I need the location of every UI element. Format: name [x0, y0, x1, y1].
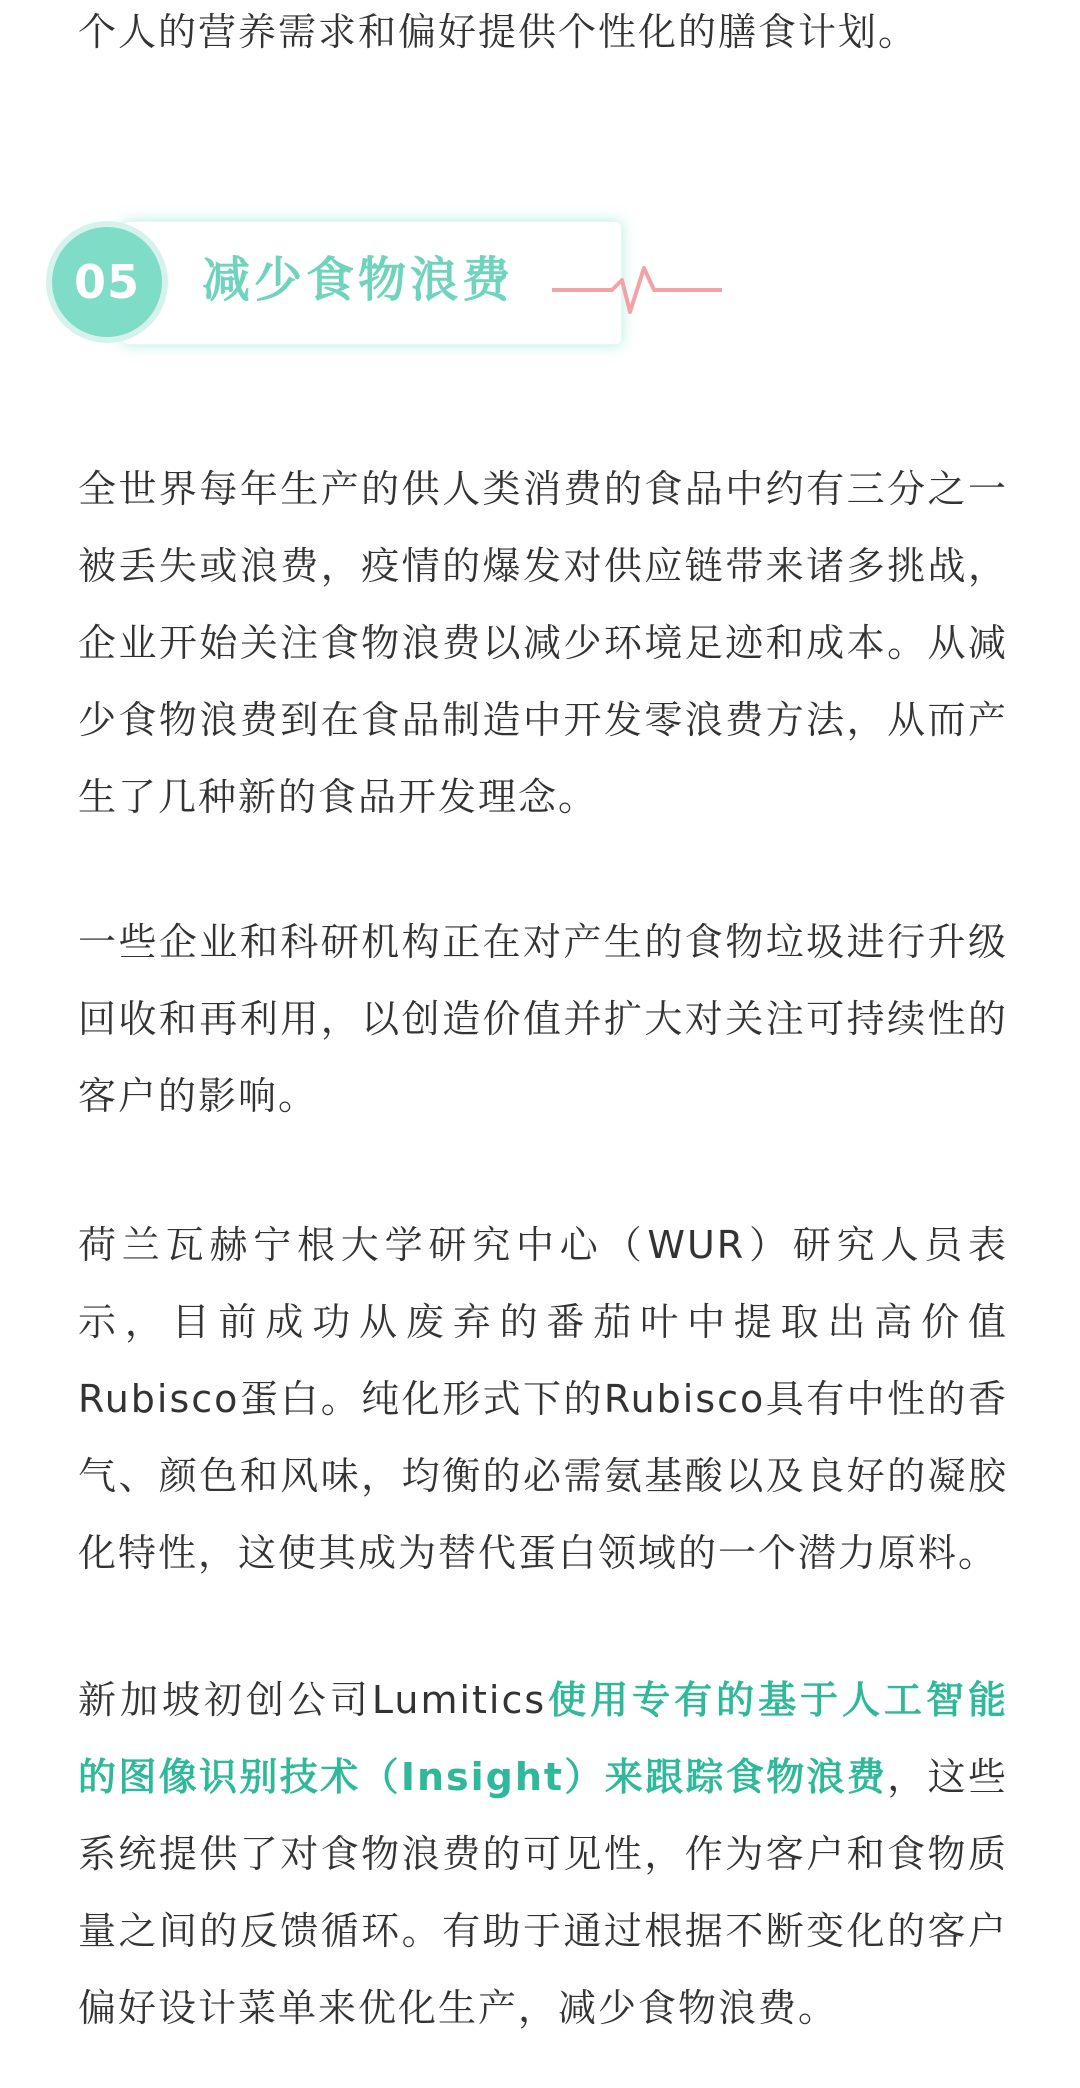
- paragraph-3: 荷兰瓦赫宁根大学研究中心（WUR）研究人员表示，目前成功从废弃的番茄叶中提取出高价值Rubisco蛋白。纯化形式下的Rubisco具有中性的香气、颜色和风味，均衡的必需氨基酸以及良好的凝胶化特性，这使其成为替代蛋白领域的一个潜力原料。: [78, 1223, 1008, 1575]
- paragraph-4-lead: 新加坡初创公司Lumitics: [78, 1678, 547, 1722]
- paragraph-2: 一些企业和科研机构正在对产生的食物垃圾进行升级回收和再利用，以创造价值并扩大对关注可持续性的客户的影响。: [78, 920, 1008, 1118]
- heartbeat-line-icon: [552, 260, 722, 320]
- section-heading: [52, 215, 732, 355]
- highlighted-text: 使用专有的基于人工智能的图像识别技术（Insight）来跟踪食物浪费: [78, 1678, 1008, 1799]
- intro-text-tail: 个人的营养需求和偏好提供个性化的膳食计划。: [78, 10, 919, 54]
- section-number-badge: 05: [52, 227, 162, 337]
- paragraph-1: 全世界每年生产的供人类消费的食品中约有三分之一被丢失或浪费，疫情的爆发对供应链带来诸多挑战，企业开始关注食物浪费以减少环境足迹和成本。从减少食物浪费到在食品制造中开发零浪费方法，从而产生了几种新的食品开发理念。: [78, 467, 1008, 819]
- paragraph-4: [78, 1662, 1008, 2047]
- section-title: 减少食物浪费: [202, 252, 515, 308]
- paragraph-4-rest: ，这些系统提供了对食物浪费的可见性，作为客户和食物质量之间的反馈循环。有助于通过根据不断变化的客户偏好设计菜单来优化生产，减少食物浪费。: [78, 1755, 1008, 2030]
